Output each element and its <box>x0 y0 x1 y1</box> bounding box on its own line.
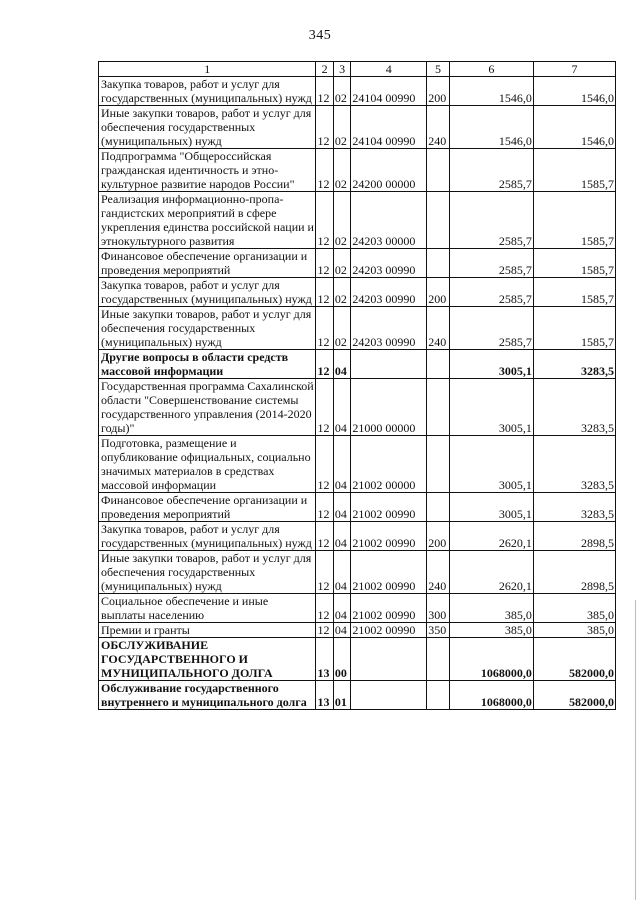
target-article-cell: 21002 00990 <box>351 522 427 551</box>
expense-type-cell: 200 <box>427 77 450 106</box>
column-header: 6 <box>449 62 533 77</box>
header-row <box>99 62 616 77</box>
subsection-code-cell: 02 <box>333 278 350 307</box>
table-row <box>99 379 616 436</box>
table-row <box>99 551 616 594</box>
row-name-cell: Закупка товаров, работ и услуг для государственных (муниципальных) нужд <box>99 522 316 551</box>
expense-type-cell <box>427 436 450 493</box>
target-article-cell: 24104 00990 <box>351 77 427 106</box>
expense-type-cell: 200 <box>427 522 450 551</box>
section-code-cell: 12 <box>316 350 333 379</box>
amount-col6-cell: 2585,7 <box>449 149 533 192</box>
section-code-cell: 12 <box>316 278 333 307</box>
target-article-cell: 24203 00990 <box>351 307 427 350</box>
amount-col7-cell: 1585,7 <box>533 149 615 192</box>
section-code-cell: 12 <box>316 379 333 436</box>
row-name-cell: Иные закупки товаров, работ и услуг для обеспечения государственных (муниципальных) нужд <box>99 307 316 350</box>
amount-col6-cell: 1068000,0 <box>449 638 533 681</box>
column-header: 7 <box>533 62 615 77</box>
amount-col6-cell: 2620,1 <box>449 522 533 551</box>
amount-col6-cell: 2585,7 <box>449 278 533 307</box>
subsection-code-cell: 02 <box>333 249 350 278</box>
row-name-cell: Финансовое обеспечение организации и проведения мероприятий <box>99 493 316 522</box>
subsection-code-cell: 04 <box>333 379 350 436</box>
subsection-code-cell: 02 <box>333 307 350 350</box>
section-code-cell: 12 <box>316 192 333 249</box>
row-name-cell: Другие вопросы в области средств массовой информации <box>99 350 316 379</box>
amount-col7-cell: 1585,7 <box>533 278 615 307</box>
table-row <box>99 249 616 278</box>
subsection-code-cell: 04 <box>333 436 350 493</box>
table-row <box>99 106 616 149</box>
target-article-cell: 24203 00000 <box>351 192 427 249</box>
section-code-cell: 13 <box>316 638 333 681</box>
amount-col7-cell: 385,0 <box>533 594 615 623</box>
table-row <box>99 436 616 493</box>
amount-col6-cell: 2585,7 <box>449 307 533 350</box>
section-code-cell: 12 <box>316 149 333 192</box>
target-article-cell: 24203 00990 <box>351 278 427 307</box>
expense-type-cell <box>427 638 450 681</box>
table-row <box>99 681 616 710</box>
subsection-code-cell: 04 <box>333 594 350 623</box>
section-code-cell: 12 <box>316 249 333 278</box>
scan-edge-line <box>635 600 636 900</box>
expense-type-cell: 240 <box>427 307 450 350</box>
table-row <box>99 350 616 379</box>
amount-col6-cell: 2585,7 <box>449 249 533 278</box>
expense-type-cell: 350 <box>427 623 450 638</box>
amount-col6-cell: 3005,1 <box>449 436 533 493</box>
table-row <box>99 522 616 551</box>
section-code-cell: 12 <box>316 436 333 493</box>
subsection-code-cell: 02 <box>333 192 350 249</box>
expense-type-cell: 240 <box>427 106 450 149</box>
row-name-cell: Подпрограмма "Общероссийская гражданская идентичность и этно-культурное развитие народов России" <box>99 149 316 192</box>
amount-col6-cell: 2620,1 <box>449 551 533 594</box>
row-name-cell: Реализация информационно-пропа-гандистских мероприятий в сфере укрепления единства российской нации и этнокультурного развития <box>99 192 316 249</box>
table-row <box>99 278 616 307</box>
amount-col6-cell: 3005,1 <box>449 493 533 522</box>
target-article-cell: 21002 00990 <box>351 493 427 522</box>
column-header: 2 <box>316 62 333 77</box>
amount-col6-cell: 1546,0 <box>449 106 533 149</box>
expense-type-cell <box>427 149 450 192</box>
amount-col6-cell: 1068000,0 <box>449 681 533 710</box>
amount-col6-cell: 3005,1 <box>449 350 533 379</box>
section-code-cell: 12 <box>316 307 333 350</box>
column-header: 3 <box>333 62 350 77</box>
subsection-code-cell: 04 <box>333 493 350 522</box>
row-name-cell: Подготовка, размещение и опубликование официальных, социально значимых материалов в средствах массовой информации <box>99 436 316 493</box>
amount-col7-cell: 582000,0 <box>533 638 615 681</box>
subsection-code-cell: 04 <box>333 623 350 638</box>
table-row <box>99 77 616 106</box>
subsection-code-cell: 01 <box>333 681 350 710</box>
column-header: 1 <box>99 62 316 77</box>
target-article-cell: 21002 00990 <box>351 623 427 638</box>
amount-col7-cell: 2898,5 <box>533 522 615 551</box>
amount-col6-cell: 2585,7 <box>449 192 533 249</box>
subsection-code-cell: 04 <box>333 522 350 551</box>
row-name-cell: Закупка товаров, работ и услуг для государственных (муниципальных) нужд <box>99 77 316 106</box>
table-body <box>99 77 616 710</box>
row-name-cell: Обслуживание государственного внутреннего и муниципального долга <box>99 681 316 710</box>
amount-col7-cell: 582000,0 <box>533 681 615 710</box>
section-code-cell: 12 <box>316 77 333 106</box>
amount-col7-cell: 1585,7 <box>533 249 615 278</box>
section-code-cell: 12 <box>316 522 333 551</box>
subsection-code-cell: 04 <box>333 551 350 594</box>
budget-table <box>98 61 616 710</box>
subsection-code-cell: 02 <box>333 149 350 192</box>
table-row <box>99 638 616 681</box>
section-code-cell: 12 <box>316 493 333 522</box>
target-article-cell <box>351 681 427 710</box>
amount-col7-cell: 1546,0 <box>533 106 615 149</box>
target-article-cell <box>351 350 427 379</box>
amount-col6-cell: 385,0 <box>449 623 533 638</box>
amount-col7-cell: 3283,5 <box>533 493 615 522</box>
table-row <box>99 594 616 623</box>
amount-col7-cell: 1546,0 <box>533 77 615 106</box>
section-code-cell: 13 <box>316 681 333 710</box>
row-name-cell: Иные закупки товаров, работ и услуг для обеспечения государственных (муниципальных) нужд <box>99 106 316 149</box>
amount-col7-cell: 3283,5 <box>533 379 615 436</box>
amount-col7-cell: 385,0 <box>533 623 615 638</box>
section-code-cell: 12 <box>316 551 333 594</box>
target-article-cell: 24104 00990 <box>351 106 427 149</box>
amount-col7-cell: 3283,5 <box>533 436 615 493</box>
table-row <box>99 623 616 638</box>
row-name-cell: Премии и гранты <box>99 623 316 638</box>
table-row <box>99 149 616 192</box>
row-name-cell: Государственная программа Сахалинской области "Совершенствование системы государственного управления (2014-2020 годы)" <box>99 379 316 436</box>
section-code-cell: 12 <box>316 623 333 638</box>
row-name-cell: ОБСЛУЖИВАНИЕ ГОСУДАРСТВЕННОГО И МУНИЦИПАЛЬНОГО ДОЛГА <box>99 638 316 681</box>
expense-type-cell: 200 <box>427 278 450 307</box>
expense-type-cell <box>427 350 450 379</box>
row-name-cell: Закупка товаров, работ и услуг для государственных (муниципальных) нужд <box>99 278 316 307</box>
section-code-cell: 12 <box>316 106 333 149</box>
expense-type-cell: 300 <box>427 594 450 623</box>
target-article-cell <box>351 638 427 681</box>
amount-col7-cell: 1585,7 <box>533 192 615 249</box>
subsection-code-cell: 02 <box>333 77 350 106</box>
row-name-cell: Финансовое обеспечение организации и проведения мероприятий <box>99 249 316 278</box>
target-article-cell: 21002 00990 <box>351 594 427 623</box>
target-article-cell: 21002 00000 <box>351 436 427 493</box>
amount-col7-cell: 2898,5 <box>533 551 615 594</box>
column-header: 4 <box>351 62 427 77</box>
subsection-code-cell: 02 <box>333 106 350 149</box>
expense-type-cell <box>427 249 450 278</box>
table-row <box>99 192 616 249</box>
page-number: 345 <box>308 28 332 43</box>
table-row <box>99 493 616 522</box>
target-article-cell: 24200 00000 <box>351 149 427 192</box>
subsection-code-cell: 04 <box>333 350 350 379</box>
amount-col6-cell: 3005,1 <box>449 379 533 436</box>
amount-col6-cell: 1546,0 <box>449 77 533 106</box>
column-header: 5 <box>427 62 450 77</box>
table-row <box>99 307 616 350</box>
expense-type-cell <box>427 493 450 522</box>
target-article-cell: 21000 00000 <box>351 379 427 436</box>
expense-type-cell <box>427 681 450 710</box>
expense-type-cell <box>427 379 450 436</box>
subsection-code-cell: 00 <box>333 638 350 681</box>
row-name-cell: Иные закупки товаров, работ и услуг для обеспечения государственных (муниципальных) нужд <box>99 551 316 594</box>
expense-type-cell <box>427 192 450 249</box>
target-article-cell: 21002 00990 <box>351 551 427 594</box>
section-code-cell: 12 <box>316 594 333 623</box>
amount-col7-cell: 3283,5 <box>533 350 615 379</box>
amount-col7-cell: 1585,7 <box>533 307 615 350</box>
expense-type-cell: 240 <box>427 551 450 594</box>
target-article-cell: 24203 00990 <box>351 249 427 278</box>
amount-col6-cell: 385,0 <box>449 594 533 623</box>
row-name-cell: Социальное обеспечение и иные выплаты населению <box>99 594 316 623</box>
